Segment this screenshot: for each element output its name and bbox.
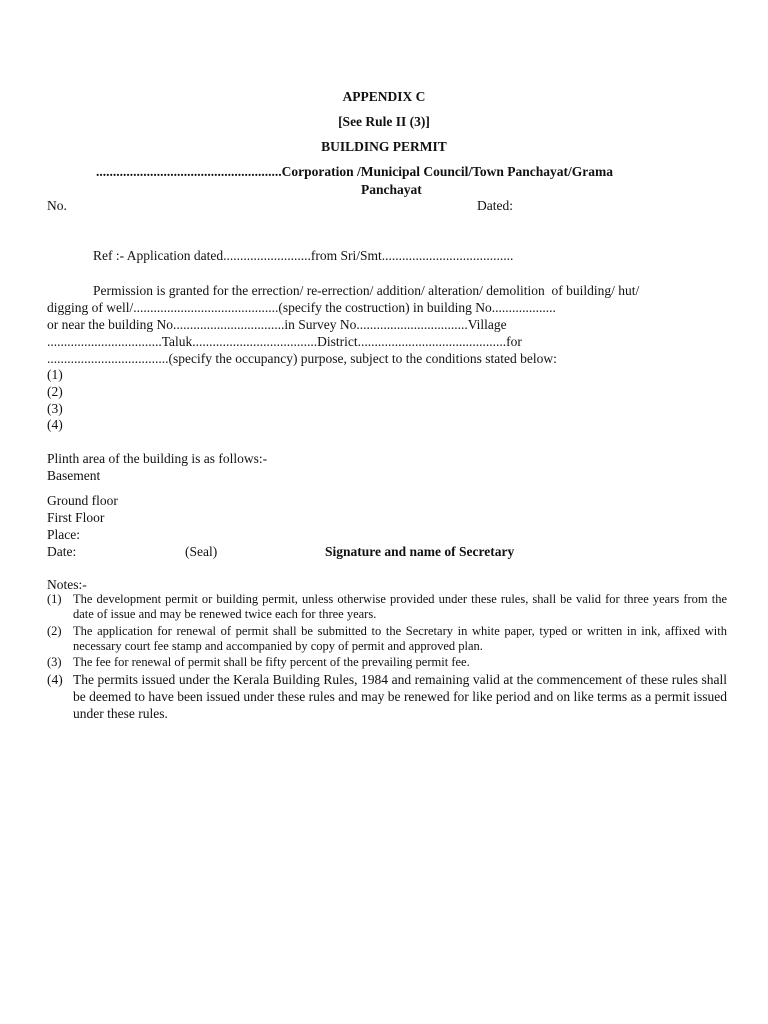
authority-line: .......................................................Corporation /Municipal Council/Town Panchayat/Grama bbox=[96, 164, 614, 179]
authority-line-continued: Panchayat bbox=[361, 182, 422, 197]
permission-line: ..................................Taluk.....................................District............................................for bbox=[47, 334, 522, 349]
note-text: The development permit or building permit, unless otherwise provided under these rules, shall be valid for three years from the date of issue and may be renewed twice each for three years. bbox=[73, 592, 727, 621]
appendix-heading: APPENDIX C bbox=[342, 89, 426, 104]
condition-item: (2) bbox=[47, 384, 63, 399]
document-title: BUILDING PERMIT bbox=[321, 139, 447, 154]
seal-label: (Seal) bbox=[185, 544, 218, 559]
permission-line: Permission is granted for the errection/ re-errection/ addition/ alteration/ demolition of building/ hut/ bbox=[93, 283, 640, 298]
plinth-heading: Plinth area of the building is as follows:- bbox=[47, 451, 268, 466]
date-label: Date: bbox=[47, 544, 77, 559]
condition-item: (1) bbox=[47, 367, 63, 382]
dated-label: Dated: bbox=[477, 198, 513, 213]
rule-reference: [See Rule II (3)] bbox=[338, 114, 430, 129]
note-text: The permits issued under the Kerala Building Rules, 1984 and remaining valid at the commencement of these rules shall be deemed to have been issued under these rules and may be renewed for like period and on like terms as a permit issued under these rules. bbox=[73, 672, 727, 721]
note-number: (2) bbox=[47, 624, 62, 638]
note-number: (1) bbox=[47, 592, 62, 606]
condition-item: (4) bbox=[47, 417, 63, 432]
signature-label: Signature and name of Secretary bbox=[325, 544, 515, 559]
ground-floor-label: Ground floor bbox=[47, 493, 118, 508]
permit-number-label: No. bbox=[47, 198, 67, 213]
basement-label: Basement bbox=[47, 468, 101, 483]
reference-line: Ref :- Application dated..........................from Sri/Smt....................................... bbox=[93, 248, 514, 263]
permission-line: digging of well/...........................................(specify the costruction) in building No................... bbox=[47, 300, 556, 315]
permission-line: ....................................(specify the occupancy) purpose, subject to the conditions stated below: bbox=[47, 351, 557, 366]
note-text: The fee for renewal of permit shall be fifty percent of the prevailing permit fee. bbox=[73, 655, 470, 669]
note-number: (4) bbox=[47, 672, 63, 687]
note-text: The application for renewal of permit shall be submitted to the Secretary in white paper, typed or written in ink, affixed with necessary court fee stamp and accompanied by copy of permit and approved plan. bbox=[73, 624, 727, 653]
note-number: (3) bbox=[47, 655, 62, 669]
place-label: Place: bbox=[47, 527, 80, 542]
condition-item: (3) bbox=[47, 401, 63, 416]
permission-line: or near the building No.................................in Survey No.................................Village bbox=[47, 317, 507, 332]
notes-heading: Notes:- bbox=[47, 577, 87, 592]
first-floor-label: First Floor bbox=[47, 510, 105, 525]
